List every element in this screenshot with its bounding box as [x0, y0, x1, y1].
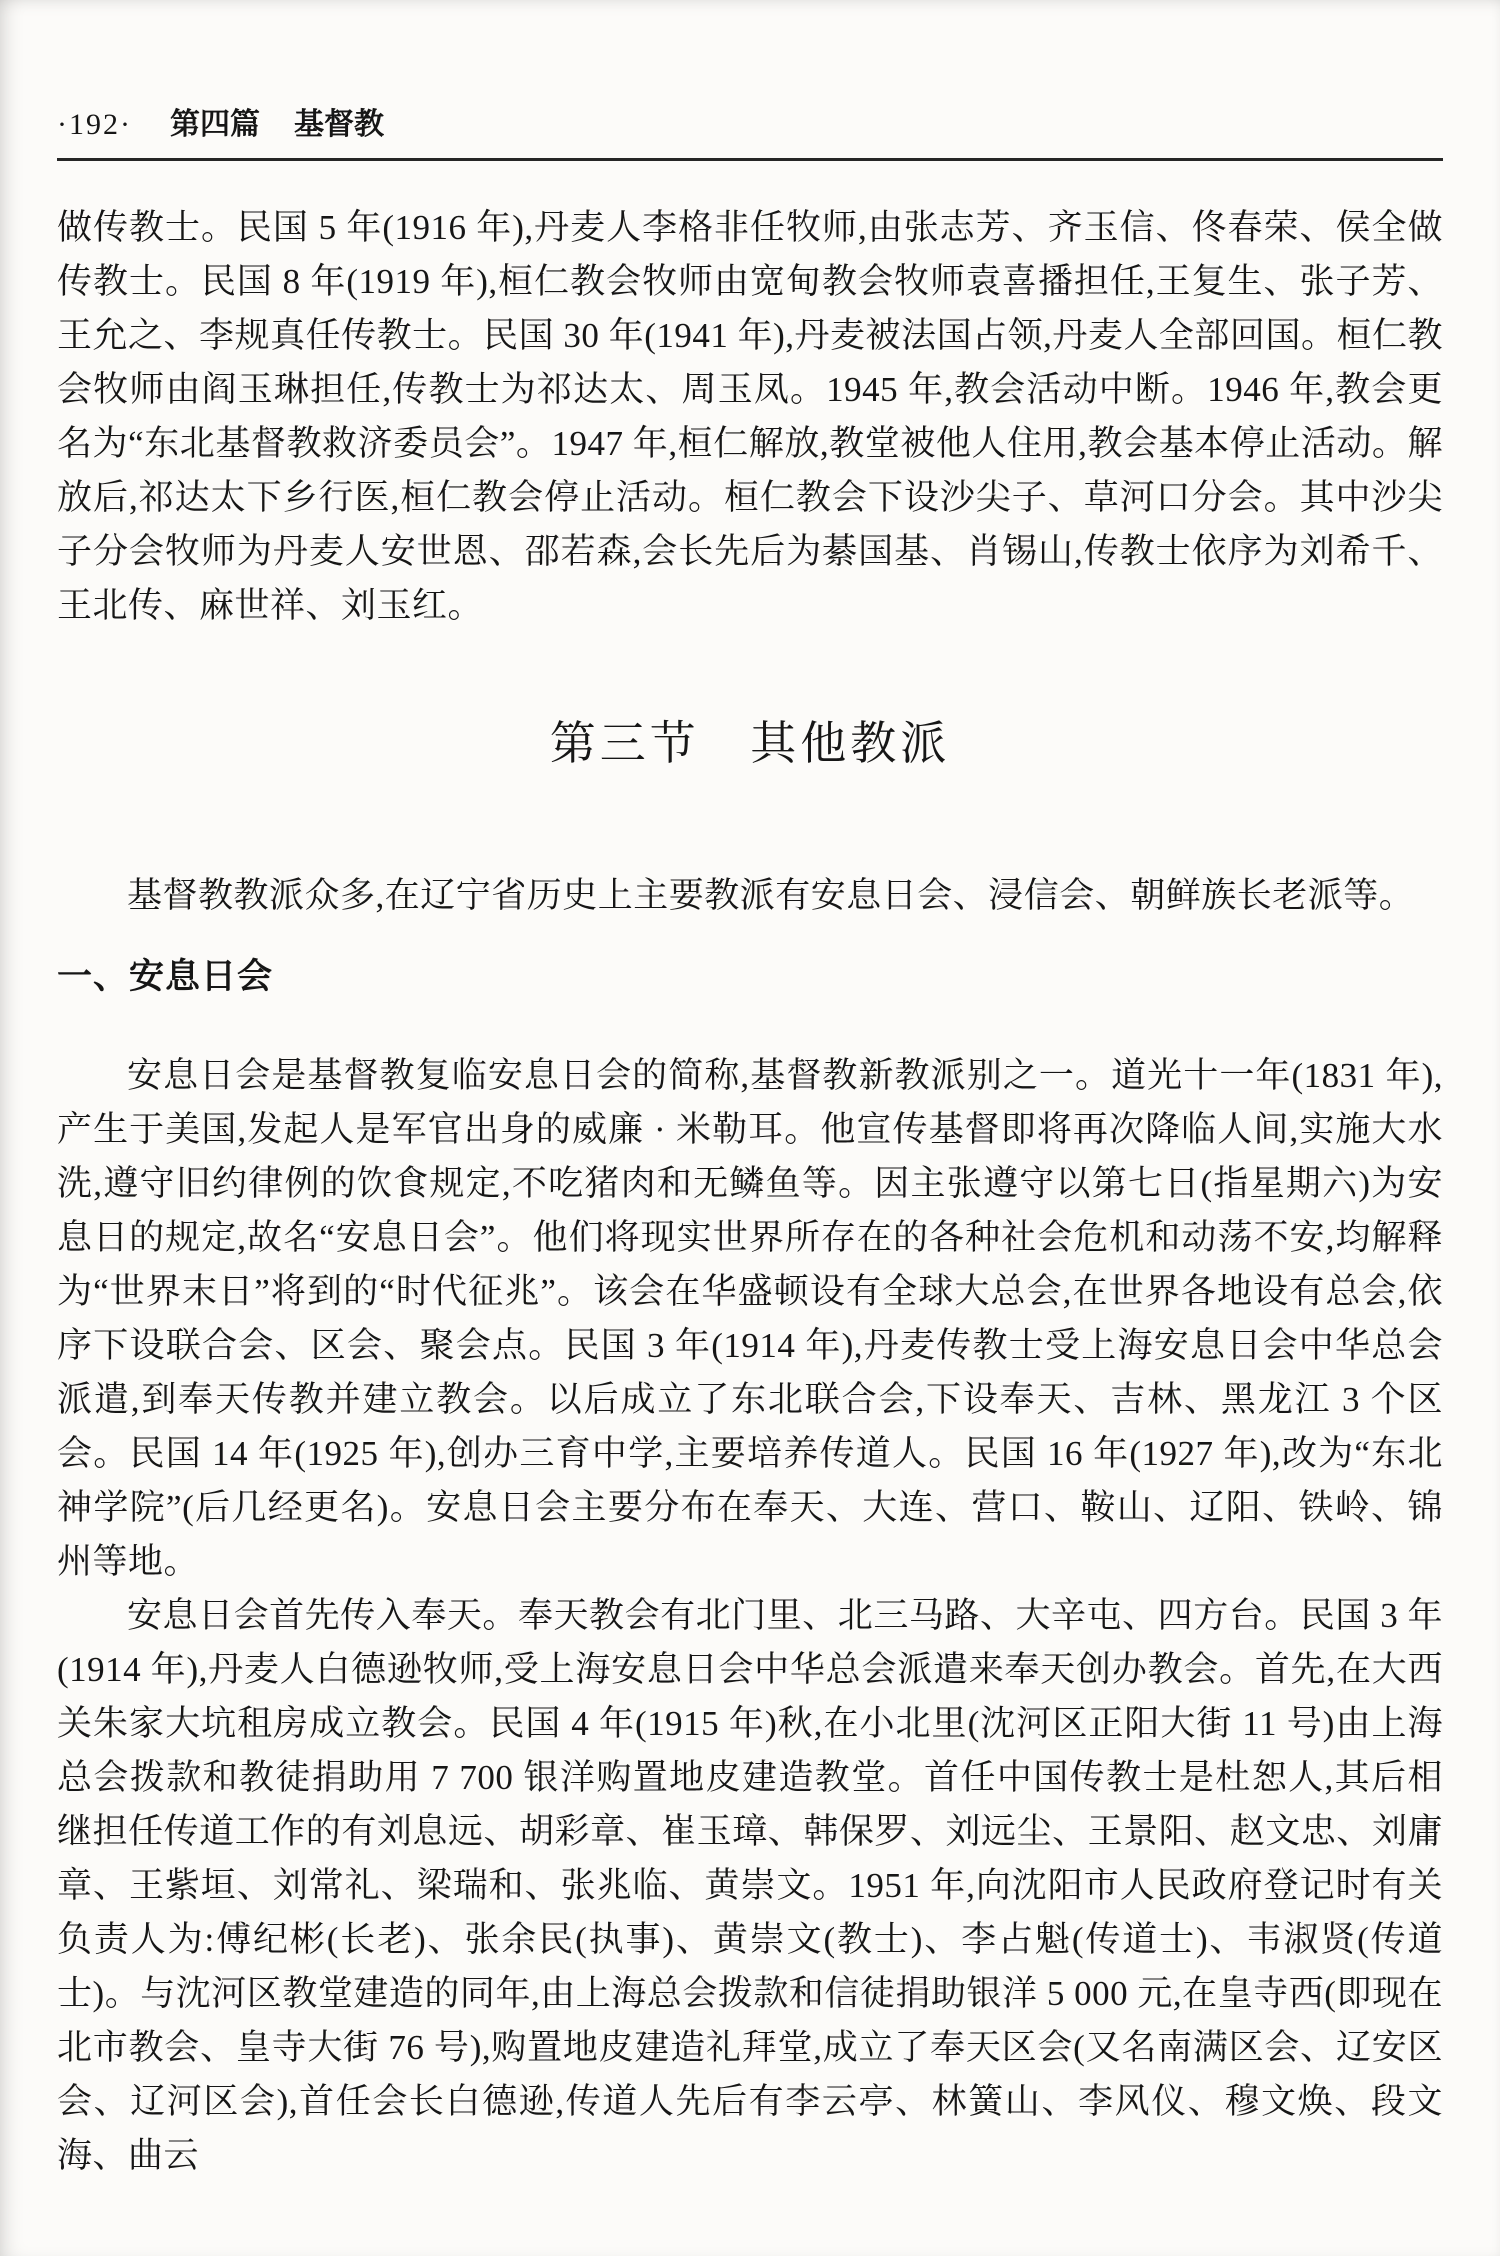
page-header [57, 108, 1443, 142]
section-title: 其他教派 [750, 718, 951, 769]
paragraph-continuation: 做传教士。民国 5 年(1916 年),丹麦人李格非任牧师,由张志芳、齐玉信、佟春荣、侯全做传教士。民国 8 年(1919 年),桓仁教会牧师由宽甸教会牧师袁喜播担任,王复生、张子芳、王允之、李规真任传教士。民国 30 年(1941 年),丹麦被法国占领,丹麦人全部回国。桓仁教会牧师由阎玉琳担任,传教士为祁达太、周玉凤。1945 年,教会活动中断。1946 年,教会更名为“东北基督教救济委员会”。1947 年,桓仁解放,教堂被他人住用,教会基本停止活动。解放后,祁达太下乡行医,桓仁教会停止活动。桓仁教会下设沙尖子、草河口分会。其中沙尖子分会牧师为丹麦人安世恩、邵若森,会长先后为綦国基、肖锡山,传教士依序为刘希千、王北传、麻世祥、刘玉红。 [57, 208, 1443, 625]
paragraph-adventist-overview: 安息日会是基督教复临安息日会的简称,基督教新教派别之一。道光十一年(1831 年),产生于美国,发起人是军官出身的威廉 · 米勒耳。他宣传基督即将再次降临人间,实施大水洗,遵守旧约律例的饮食规定,不吃猪肉和无鳞鱼等。因主张遵守以第七日(指星期六)为安息日的规定,故名“安息日会”。他们将现实世界所存在的各种社会危机和动荡不安,均解释为“世界末日”将到的“时代征兆”。该会在华盛顿设有全球大总会,在世界各地设有总会,依序下设联合会、区会、聚会点。民国 3 年(1914 年),丹麦传教士受上海安息日会中华总会派遣,到奉天传教并建立教会。以后成立了东北联合会,下设奉天、吉林、黑龙江 3 个区会。民国 14 年(1925 年),创办三育中学,主要培养传道人。民国 16 年(1927 年),改为“东北神学院”(后几经更名)。安息日会主要分布在奉天、大连、营口、鞍山、辽阳、铁岭、锦州等地。 [57, 1056, 1443, 1581]
paragraph-adventist-fengtian: 安息日会首先传入奉天。奉天教会有北门里、北三马路、大辛屯、四方台。民国 3 年(1914 年),丹麦人白德逊牧师,受上海安息日会中华总会派遣来奉天创办教会。首先,在大西关朱家大坑租房成立教会。民国 4 年(1915 年)秋,在小北里(沈河区正阳大街 11 号)由上海总会拨款和教徒捐助用 7 700 银洋购置地皮建造教堂。首任中国传教士是杜恕人,其后相继担任传道工作的有刘息远、胡彩章、崔玉璋、韩保罗、刘远尘、王景阳、赵文忠、刘庸章、王紫垣、刘常礼、梁瑞和、张兆临、黄崇文。1951 年,向沈阳市人民政府登记时有关负责人为:傅纪彬(长老)、张余民(执事)、黄崇文(教士)、李占魁(传道士)、韦淑贤(传道士)。与沈河区教堂建造的同年,由上海总会拨款和信徒捐助银洋 5 000 元,在皇寺西(即现在北市教会、皇寺大街 76 号),购置地皮建造礼拜堂,成立了奉天区会(又名南满区会、辽安区会、辽河区会),首任会长白德逊,传道人先后有李云亭、林簧山、李风仪、穆文焕、段文海、曲云 [57, 1596, 1443, 2175]
page-number: ·192· [57, 108, 132, 141]
subsection-heading: 一、安息日会 [57, 957, 274, 996]
section-intro-paragraph: 基督教教派众多,在辽宁省历史上主要教派有安息日会、浸信会、朝鲜族长老派等。 [127, 876, 1415, 915]
section-heading [57, 717, 1443, 771]
part-title: 第四篇 [169, 108, 260, 141]
header-rule [57, 158, 1443, 161]
section-number: 第三节 [549, 718, 700, 769]
book-section-title: 基督教 [293, 108, 384, 141]
